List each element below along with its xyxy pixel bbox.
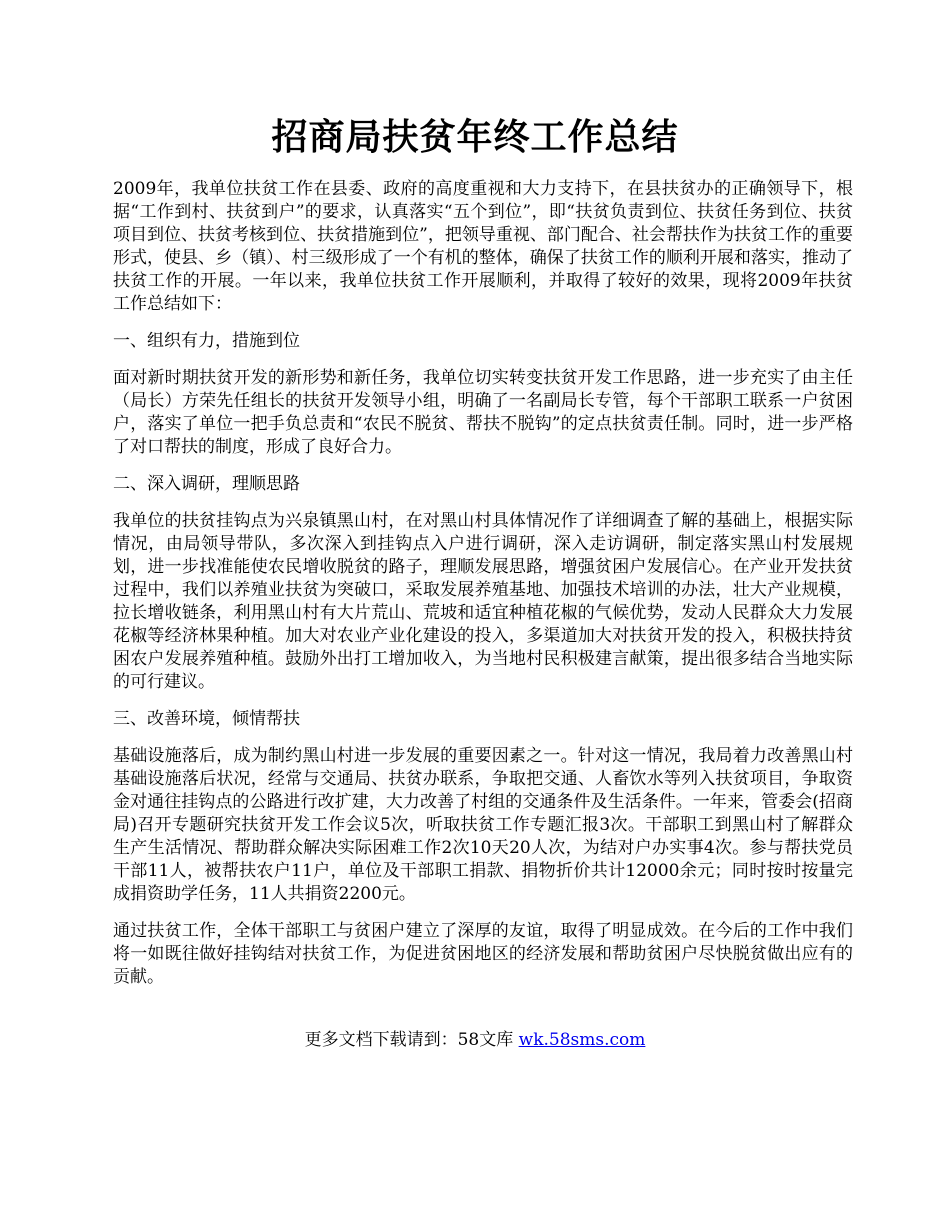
document-title: 招商局扶贫年终工作总结	[271, 116, 679, 158]
section-body-1: 面对新时期扶贫开发的新形势和新任务，我单位切实转变扶贫开发工作思路，进一步充实了由主任（局长）方荣先任组长的扶贫开发领导小组，明确了一名副局长专管，每个干部职工联系一户贫困户，落实了单位一把手负总责和“农民不脱贫、帮扶不脱钩”的定点扶贫责任制。同时，进一步严格了对口帮扶的制度，形成了良好合力。	[113, 368, 853, 457]
section-heading-2: 二、深入调研，理顺思路	[113, 474, 300, 494]
download-footer	[0, 1028, 950, 1052]
section-heading-1: 一、组织有力，措施到位	[113, 331, 300, 351]
footer-text: 更多文档下载请到：58文库	[304, 1030, 514, 1050]
section-body-3: 基础设施落后，成为制约黑山村进一步发展的重要因素之一。针对这一情况，我局着力改善黑山村基础设施落后状况，经常与交通局、扶贫办联系，争取把交通、人畜饮水等列入扶贫项目，争取资金对通往挂钩点的公路进行改扩建，大力改善了村组的交通条件及生活条件。一年来，管委会(招商局)召开专题研究扶贫开发工作会议5次，听取扶贫工作专题汇报3次。干部职工到黑山村了解群众生产生活情况、帮助群众解决实际困难工作2次10天20人次，为结对户办实事4次。参与帮扶党员干部11人，被帮扶农户11户，单位及干部职工捐款、捐物折价共计12000余元；同时按时按量完成捐资助学任务，11人共捐资2200元。	[113, 746, 853, 904]
conclusion-paragraph: 通过扶贫工作，全体干部职工与贫困户建立了深厚的友谊，取得了明显成效。在今后的工作中我们将一如既往做好挂钩结对扶贫工作，为促进贫困地区的经济发展和帮助贫困户尽快脱贫做出应有的贡献。	[113, 921, 853, 987]
document-body	[113, 178, 853, 1003]
footer-link[interactable]: wk.58sms.com	[518, 1030, 646, 1050]
section-heading-3: 三、改善环境，倾情帮扶	[113, 709, 300, 729]
section-body-2: 我单位的扶贫挂钩点为兴泉镇黑山村，在对黑山村具体情况作了详细调查了解的基础上，根据实际情况，由局领导带队，多次深入到挂钩点入户进行调研，深入走访调研，制定落实黑山村发展规划，进一步找准能使农民增收脱贫的路子，理顺发展思路，增强贫困户发展信心。在产业开发扶贫过程中，我们以养殖业扶贫为突破口，采取发展养殖基地、加强技术培训的办法，壮大产业规模，拉长增收链条，利用黑山村有大片荒山、荒坡和适宜种植花椒的气候优势，发动人民群众大力发展花椒等经济林果种植。加大对农业产业化建设的投入，多渠道加大对扶贫开发的投入，积极扶持贫困农户发展养殖种植。鼓励外出打工增加收入，为当地村民积极建言献策，提出很多结合当地实际的可行建议。	[113, 511, 853, 692]
intro-paragraph: 2009年，我单位扶贫工作在县委、政府的高度重视和大力支持下，在县扶贫办的正确领导下，根据“工作到村、扶贫到户”的要求，认真落实“五个到位”，即“扶贫负责到位、扶贫任务到位、扶贫项目到位、扶贫考核到位、扶贫措施到位”，把领导重视、部门配合、社会帮扶作为扶贫工作的重要形式，使县、乡（镇）、村三级形成了一个有机的整体，确保了扶贫工作的顺利开展和落实，推动了扶贫工作的开展。一年以来，我单位扶贫工作开展顺利，并取得了较好的效果，现将2009年扶贫工作总结如下：	[113, 179, 853, 314]
